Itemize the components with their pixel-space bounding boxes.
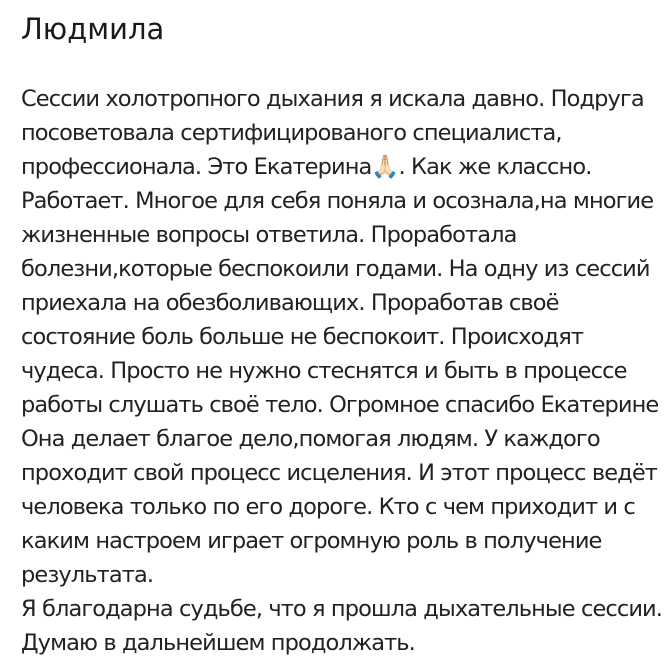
review-text-line: Думаю в дальнейшем продолжать. (21, 630, 415, 656)
review-text-line: состояние боль больше не беспокоит. Происходят (21, 324, 584, 350)
review-text-line: Я благодарна судьбе, что я прошла дыхательные сессии. (21, 596, 663, 622)
review-text-line: Она делает благое дело,помогая людям. У каждого (21, 426, 600, 452)
review-text-line: приехала на обезболивающих. Проработав своё (21, 290, 559, 316)
review-text (21, 82, 672, 660)
review-text-line: Сессии холотропного дыхания я искала давно. Подруга (21, 86, 644, 112)
review-text-line: Работает. Многое для себя поняла и осознала,на многие (21, 188, 654, 214)
review-text-line: результата. (21, 562, 154, 588)
reviewer-name: Людмила (21, 12, 165, 46)
review-text-line: болезни,которые беспокоили годами. На одну из сессий (21, 256, 650, 282)
review-text-line: профессионала. Это Екатерина🙏🏻. Как же классно. (21, 154, 592, 180)
review-text-line: проходит свой процесс исцеления. И этот процесс ведёт (21, 460, 657, 486)
review-text-line: жизненные вопросы ответила. Проработала (21, 222, 517, 248)
review-text-line: работы слушать своё тело. Огромное спасибо Екатерине (21, 392, 659, 418)
review-text-line: человека только по его дороге. Кто с чем приходит и с (21, 494, 635, 520)
review-text-line: чудеса. Просто не нужно стеснятся и быть в процессе (21, 358, 627, 384)
review-text-line: каким настроем играет огромную роль в получение (21, 528, 602, 554)
review-text-line: посоветовала сертифицированого специалиста, (21, 120, 562, 146)
